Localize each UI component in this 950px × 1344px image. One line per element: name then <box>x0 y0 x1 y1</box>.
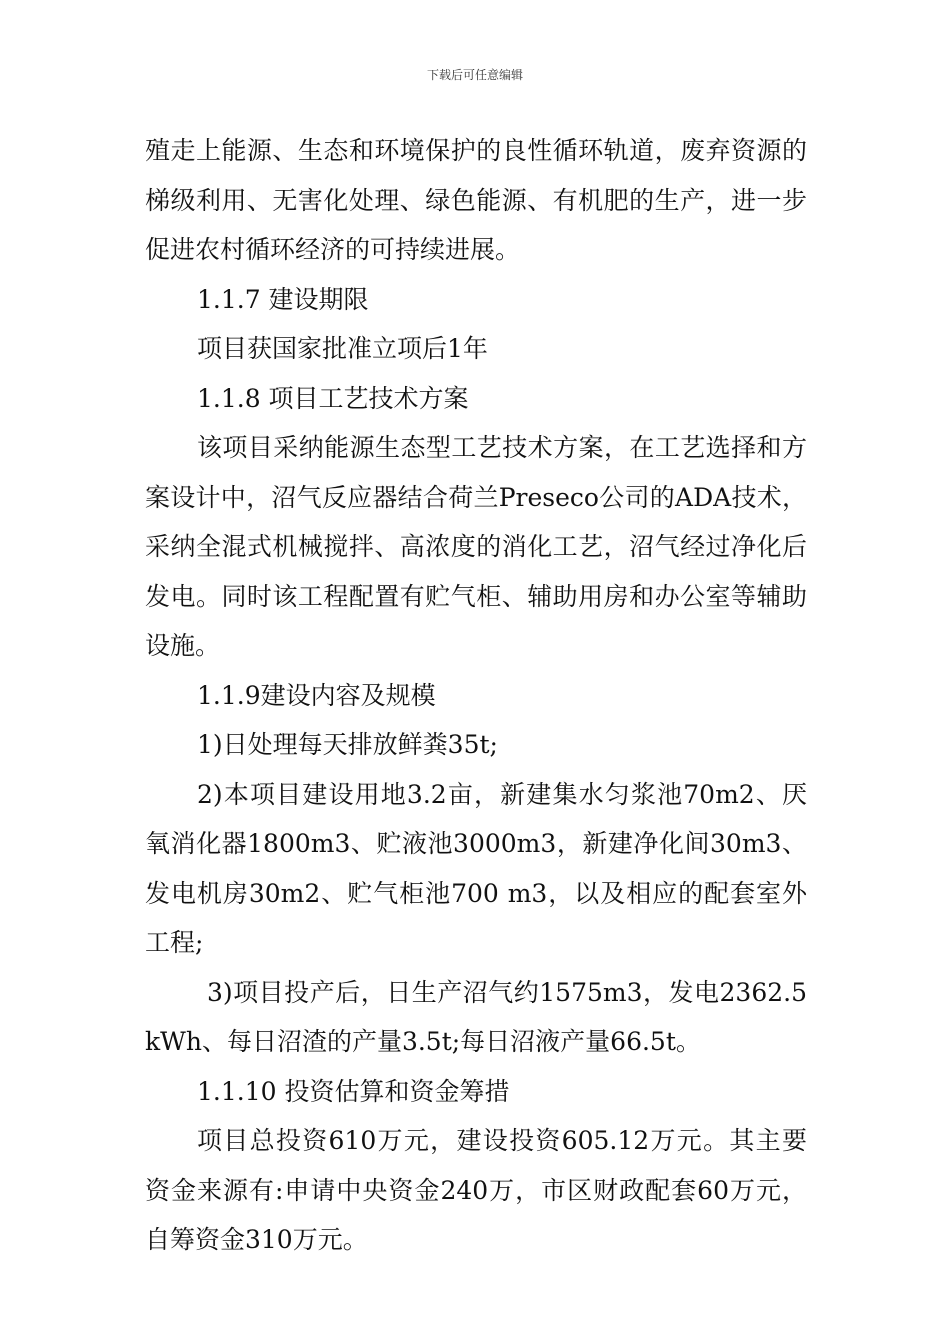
section-heading-1-1-9: 1.1.9建设内容及规模 <box>197 680 436 710</box>
list-item-3: 3)项目投产后，日生产沼气约1575m3，发电2362.5kWh、每日沼渣的产量3.5t;每日沼液产量66.5t。 <box>145 977 807 1056</box>
section-heading-1-1-8: 1.1.8 项目工艺技术方案 <box>197 383 469 413</box>
section-heading-1-1-10: 1.1.10 投资估算和资金筹措 <box>197 1076 510 1106</box>
page-header: 下载后可任意编辑 <box>426 68 523 82</box>
paragraph-investment: 项目总投资610万元，建设投资605.12万元。其主要资金来源有:申请中央资金240万，市区财政配套60万元，自筹资金310万元。 <box>145 1126 807 1254</box>
paragraph-continuation: 殖走上能源、生态和环境保护的良性循环轨道，废弃资源的梯级利用、无害化处理、绿色能源、有机肥的生产，进一步促进农村循环经济的可持续进展。 <box>145 136 807 264</box>
section-heading-1-1-7: 1.1.7 建设期限 <box>197 284 369 314</box>
paragraph-construction-period: 项目获国家批准立项后1年 <box>197 334 488 363</box>
paragraph-technical-plan: 该项目采纳能源生态型工艺技术方案，在工艺选择和方案设计中，沼气反应器结合荷兰Preseco公司的ADA技术，采纳全混式机械搅拌、高浓度的消化工艺，沼气经过净化后发电。同时该工程配置有贮气柜、辅助用房和办公室等辅助设施。 <box>145 433 807 660</box>
list-item-2: 2)本项目建设用地3.2亩，新建集水匀浆池70m2、厌氧消化器1800m3、贮液池3000m3，新建净化间30m3、发电机房30m2、贮气柜池700 m3，以及相应的配套室外工程; <box>145 779 807 957</box>
list-item-1: 1)日处理每天排放鲜粪35t; <box>197 730 498 759</box>
document-body <box>145 126 807 1265</box>
